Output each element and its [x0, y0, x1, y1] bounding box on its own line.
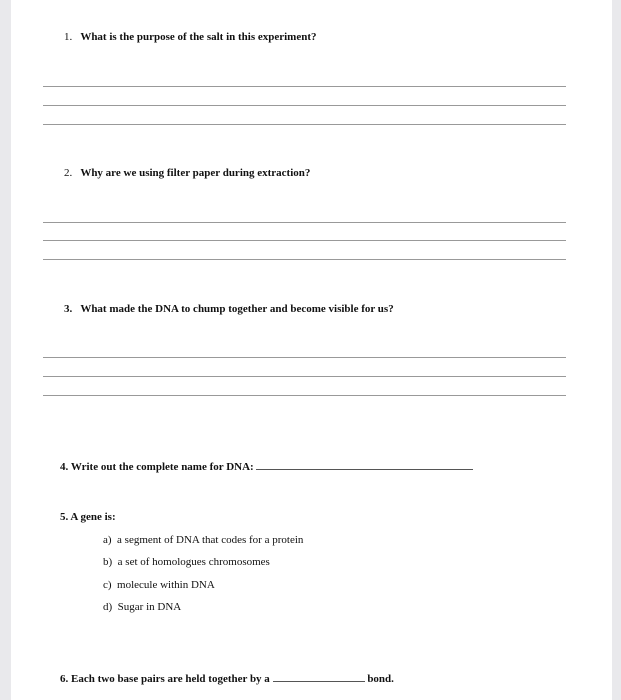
- question-1: 1. What is the purpose of the salt in this experiment?: [64, 31, 317, 43]
- answer-line[interactable]: [43, 124, 566, 125]
- option-c[interactable]: c) molecule within DNA: [103, 579, 215, 591]
- question-1-text: What is the purpose of the salt in this experiment?: [80, 31, 317, 43]
- question-4: 4. Write out the complete name for DNA:: [60, 459, 473, 473]
- answer-line[interactable]: [43, 222, 566, 223]
- question-5-text: A gene is:: [70, 511, 116, 523]
- option-d[interactable]: d) Sugar in DNA: [103, 601, 182, 613]
- answer-line[interactable]: [43, 376, 566, 377]
- question-4-text: Write out the complete name for DNA:: [70, 461, 254, 473]
- bond-blank[interactable]: [273, 671, 365, 682]
- answer-line[interactable]: [43, 86, 566, 87]
- answer-line[interactable]: [43, 395, 566, 396]
- question-2-text: Why are we using filter paper during extraction?: [80, 167, 311, 179]
- question-3: 3. What made the DNA to chump together and become visible for us?: [64, 303, 394, 315]
- answer-line[interactable]: [43, 259, 566, 260]
- answer-line[interactable]: [43, 357, 566, 358]
- question-5: 5. A gene is:: [60, 511, 116, 523]
- option-b[interactable]: b) a set of homologues chromosomes: [103, 556, 270, 568]
- answer-line[interactable]: [43, 240, 566, 241]
- option-a[interactable]: a) a segment of DNA that codes for a protein: [103, 534, 304, 546]
- question-2: 2. Why are we using filter paper during extraction?: [64, 167, 311, 179]
- answer-line[interactable]: [43, 105, 566, 106]
- question-6: 6. Each two base pairs are held together by a bond.: [60, 673, 394, 685]
- dna-name-blank[interactable]: [256, 459, 473, 470]
- question-3-text: What made the DNA to chump together and become visible for us?: [80, 303, 394, 315]
